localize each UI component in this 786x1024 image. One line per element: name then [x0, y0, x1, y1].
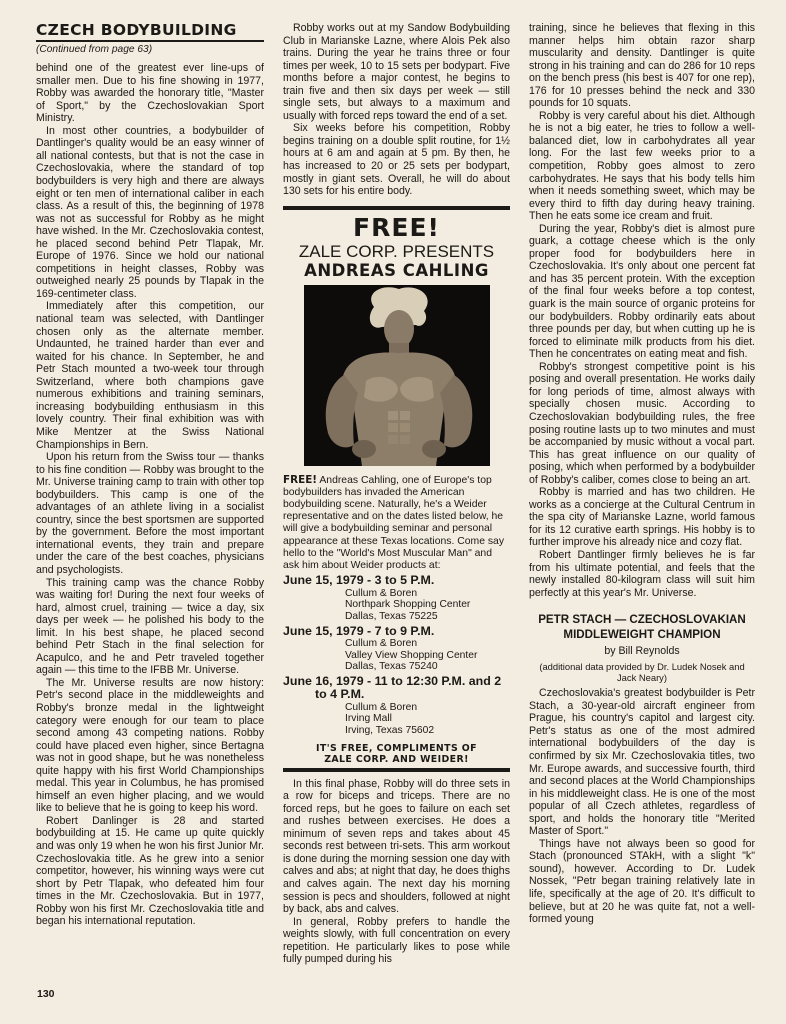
paragraph: Robby is very careful about his diet. Although he is not a big eater, he tries to follow a well-balanced diet, low in carbohydrates all year long. For the last few weeks prior to a competition, Robby goes almost to zero carbohydrates. He says that his body tells him when it needs something sweet, which may be every third to fifth day during heavy training. Then he eats some ice cream and fruit. — [529, 109, 755, 223]
ad-footer-line: ZALE CORP. AND WEIDER! — [324, 753, 469, 765]
ad-description — [283, 474, 510, 573]
address-line: Cullum & Boren — [345, 587, 418, 599]
paragraph: In most other countries, a bodybuilder of Dantlinger's quality would be an easy winner of all national contests, but that is not the case in Czechoslovakia, where the standard of top bodybuilders is very high and there are always eight or ten men of international caliber in each class. As a result of this, the beginning of 1978 was not as successful for Robby as he might have wished. In the Mr. Czechoslovakia contest, he placed second behind Petr Tlapak, Mr. Europe of 1976. Since we hold our national competitions in height classes, Robby was outweighed nearly 25 pounds by Tlapak in the 169-centimeter class. — [36, 124, 264, 300]
address-line: Cullum & Boren — [345, 638, 418, 650]
paragraph: The Mr. Universe results are now history: Petr's second place in the middleweights and Robby's bronze medal in the lightweight category were enough for our team to place second among 43 competing nations. Robby could have placed even higher, since Bertagna was not in good shape, but he was nonetheless quite happy with his first World Championships medal. This year in Columbus, he has promised himself an even higher placing, and we would like to believe that he is going to keep his word. — [36, 676, 264, 815]
address-line: Cullum & Boren — [345, 701, 418, 713]
address-line: Irving, Texas 75602 — [345, 725, 435, 737]
ad-footer — [283, 743, 510, 765]
event-address — [283, 588, 510, 623]
sidebar-title-line: MIDDLEWEIGHT CHAMPION — [563, 627, 721, 641]
paragraph: In general, Robby prefers to handle the weights slowly, with full concentration on every repetition. He particularly likes to pose while fully pumped during his — [283, 915, 510, 966]
address-line: Dallas, Texas 75225 — [345, 610, 438, 622]
event-address — [283, 702, 510, 737]
paragraph: Six weeks before his competition, Robby begins training on a double split routine, for 1½ hours at 6 am and again at 5 pm. By then, he has increased to 20 or 25 sets per bodypart, mostly in giant sets. Overall, he will do about 130 sets for his entire body. — [283, 122, 510, 198]
paragraph: In this final phase, Robby will do three sets in a row for biceps and triceps. There are no forced reps, but he goes to failure on each set and rushes between exercises. He does a minimum of seven reps and takes about 45 seconds rest between tri-sets. This arm workout is done during the morning session one day with calves and abs; at night that day, he does thighs and calves again. The next day his morning session is pecs and shoulders, followed at night by back, abs and calves. — [283, 777, 510, 916]
paragraph: Czechoslovakia's greatest bodybuilder is Petr Stach, a 30-year-old aircraft engineer from Prague, his country's capitol and largest city. Petr's status as one of the most admired international bodybuilders of the day is confirmed by six Mr. Czechoslovakia titles, two Mr. Europe awards, and successive fourth, third and second places at the World Championships in his middleweight class. He is one of the most popular of all Czech athletes, regardless of sport, and holds the honorary title "Merited Master of Sport." — [529, 687, 755, 838]
ad-body-lead: FREE! — [283, 473, 318, 486]
ad-free-heading: FREE! — [353, 212, 440, 242]
ad-presents-line: ZALE CORP. PRESENTS — [298, 241, 495, 261]
address-line: Dallas, Texas 75240 — [345, 661, 438, 673]
article-headline: CZECH BODYBUILDING — [36, 21, 237, 39]
paragraph: behind one of the greatest ever line-ups of smaller men. Due to his fine showing in 1977, Robby was awarded the honorary title, "Master of Sport," by the Czechoslovakian Sport Ministry. — [36, 62, 264, 125]
ad-bottom-rule — [283, 768, 510, 772]
ad-athlete-name: ANDREAS CAHLING — [304, 260, 489, 280]
address-line: Valley View Shopping Center — [345, 649, 478, 661]
column-left — [36, 22, 264, 928]
ad-footer-line: IT'S FREE, COMPLIMENTS OF — [316, 742, 477, 754]
ad-body-text: Andreas Cahling, one of Europe's top bodybuilders has invaded the American bodybuilding scene. Naturally, he's a Weider representative and on the dates listed below, he will give a bodybuilding seminar and personal appearance at these Texas locations. Come say hello to the "World's Most Muscular Man" and ask him about Weider products at: — [283, 474, 505, 572]
credit-note: (additional data provided by Dr. Ludek Nosek and Jack Neary) — [539, 660, 745, 683]
paragraph: Robert Dantlinger firmly believes he is far from his ultimate potential, and feels that the newly installed 80-kilogram class will suit him perfectly at this year's Mr. Universe. — [529, 548, 755, 599]
sidebar-title-line: PETR STACH — CZECHOSLOVAKIAN — [538, 613, 746, 627]
paragraph: This training camp was the chance Robby was waiting for! During the next four weeks of hard, almost cruel, training — twice a day, six days per week — he polished his body to the limit. In his best shape, he placed second behind Petr Stach in the final selection for Acapulco, and he and Petr traveled together again — this time to the IFBB Mr. Universe. — [36, 576, 264, 677]
column-middle — [283, 22, 510, 966]
column-right — [529, 22, 755, 926]
paragraph: During the year, Robby's diet is almost pure guark, a cottage cheese which is the only proper food for bodybuilders here in Czechoslovakia. It's only about one percent fat and has 35 percent protein. With the exception of the final four weeks before a top contest, guark is the main source of organic proteins for our bodybuilders. Robby ordinarily eats about three pounds per day, but when cutting up he is forced to eliminate milk products from his diet. Then he concentrates on eating meat and fish. — [529, 222, 755, 361]
paragraph: training, since he believes that flexing in this manner helps him obtain razor sharp muscularity and density. Dantlinger is quite strong in his training and can do 286 for 10 reps on the bench press (his best is 407 for one rep), 176 for 10 presses behind the neck and 330 pounds for 10 squats. — [529, 22, 755, 110]
paragraph: Robby's strongest competitive point is his posing and overall presentation. He works daily for long periods of time, almost always with specially chosen music. According to Czechoslovakian bodybuilding rules, the free posing routine lasts up to two minutes and must be accompanied by music without a vocal part. This has great influence on our quality of posing, which when performed by a bodybuilder of Robby's caliber, comes close to being an art. — [529, 360, 755, 486]
continued-note: (Continued from page 63) — [36, 43, 153, 55]
event-date: June 15, 1979 - 3 to 5 P.M. — [283, 573, 435, 588]
advertisement-box — [283, 206, 510, 772]
event-date: June 15, 1979 - 7 to 9 P.M. — [283, 623, 435, 638]
sidebar-title — [529, 613, 755, 642]
paragraph: Robby is married and has two children. He works as a concierge at the Cultural Centrum in the spa city of Marianske Lazne, world famous for its 12 curative earth springs. His hobby is to further improve his already nice and cozy flat. — [529, 486, 755, 549]
page-number: 130 — [37, 988, 55, 1000]
headline-rule — [36, 40, 264, 42]
paragraph: Things have not always been so good for Stach (pronounced STAkH, with a slight "k" sound), however. According to Dr. Ludek Nossek, "Petr began training relatively late in life, specifically at the age of 20. It's difficult to believe, but at 20 he was quite fat, not a well-formed young — [529, 837, 755, 926]
event-date: June 16, 1979 - 11 to 12:30 P.M. and 2 to 4 P.M. — [283, 673, 502, 702]
address-line: Irving Mall — [345, 713, 392, 725]
athlete-photo — [304, 285, 490, 466]
address-line: Northpark Shopping Center — [345, 599, 471, 611]
paragraph: Robert Danlinger is 28 and started bodybuilding at 15. He came up quite quickly and was only 19 when he won his first Junior Mr. Czechoslovakia title. As he grew into a senior competitor, however, his winning ways were cut short by Petr Tlapak, who defeated him four times in the Mr. Czechoslovakia. But in 1977, Robby won his first Mr. Czechoslovakia title and began his international reputation. — [36, 814, 264, 928]
paragraph: Robby works out at my Sandow Bodybuilding Club in Marianske Lazne, where Alois Pek also trains. During the year he trains three or four times per week, 10 to 15 sets per bodypart. Five months before a major contest, he begins to train five and then six days per week — still single sets, but always to a maximum and usually with forced reps toward the end of a set. — [283, 22, 510, 122]
event-address — [283, 638, 510, 673]
paragraph: Upon his return from the Swiss tour — thanks to his fine condition — Robby was brought to the Mr. Universe training camp to train with other top bodybuilders. This camp is one of the advantages of an athlete living in a socialist country, since the best sportsmen are supported by the government. Before the most important international events, they train and prepare under the care of the best coaches, physicians and psychologists. — [36, 451, 264, 576]
byline: by Bill Reynolds — [604, 645, 680, 658]
ad-top-rule — [283, 206, 510, 210]
paragraph: Immediately after this competition, our national team was selected, with Dantlinger chosen only as the alternate member. Undaunted, he trained harder than ever and waited for his chance. In September, he and Petr Stach mounted a two-week tour through Switzerland, where both champions gave numerous exhibitions and training seminars, increasing bodybuilding enthusiasm in this lovely country. Their final exhibition was with Mike Mentzer at the Swiss National Championships in Bern. — [36, 300, 264, 451]
